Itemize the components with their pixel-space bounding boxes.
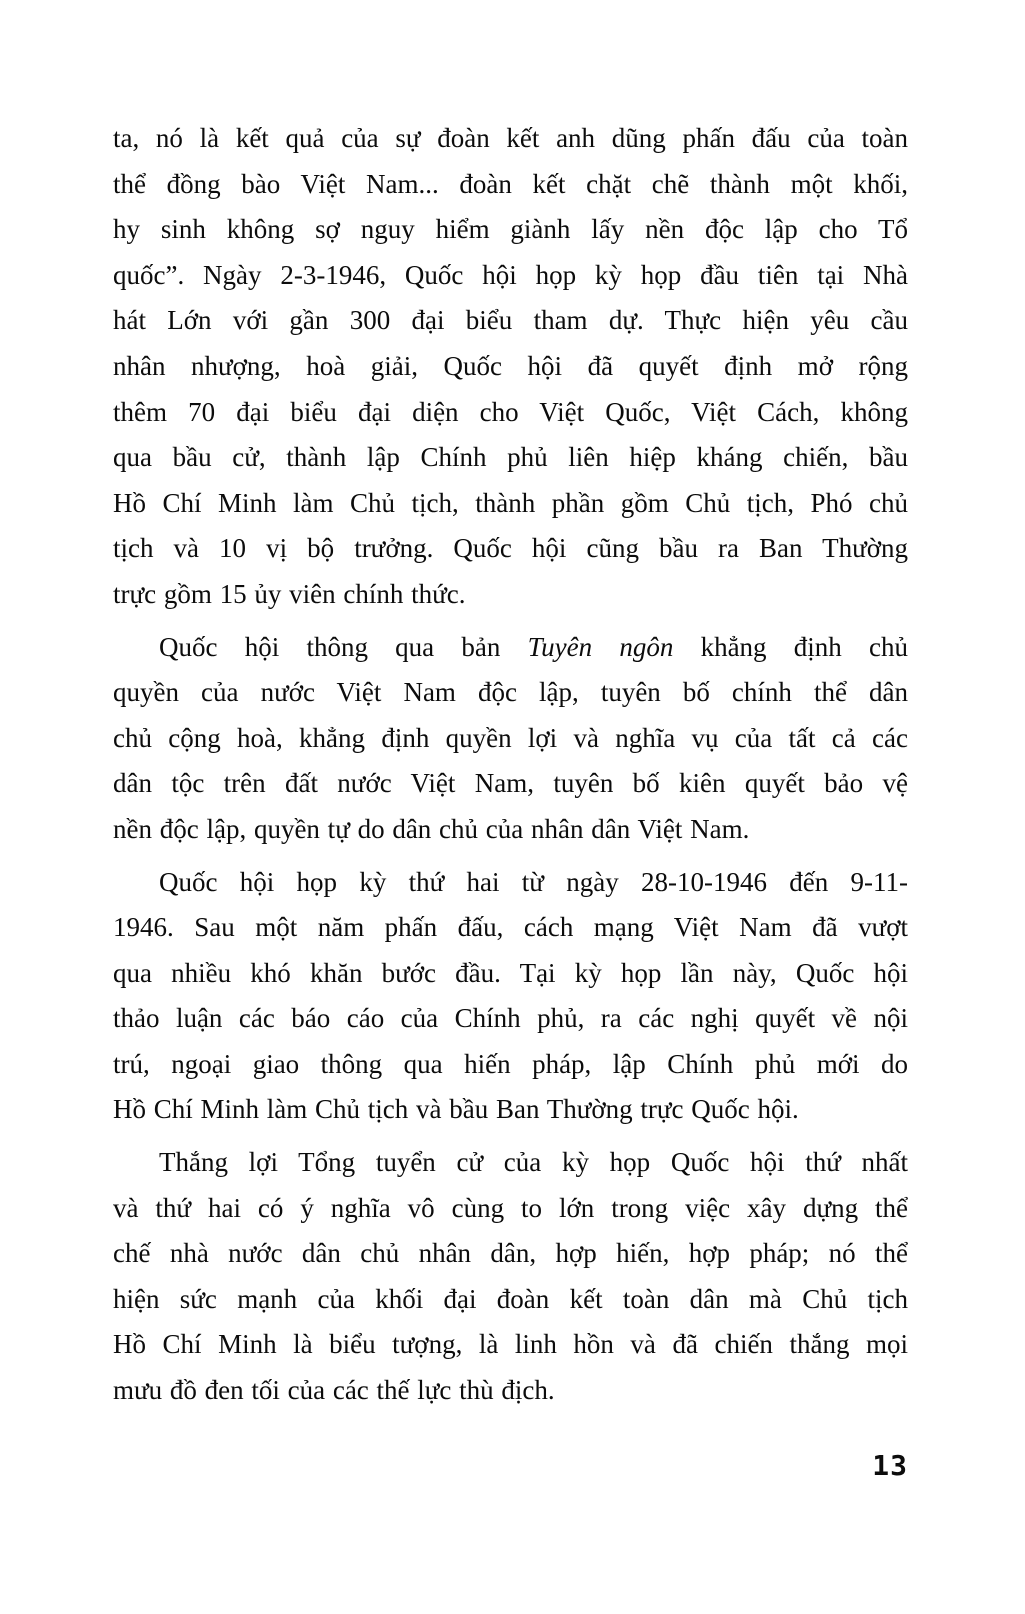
- text-line: Hồ Chí Minh làm Chủ tịch và bầu Ban Thường trực Quốc hội.: [113, 1094, 799, 1125]
- text-line: và thứ hai có ý nghĩa vô cùng to lớn trong việc xây dựng thể: [113, 1192, 908, 1223]
- text-line: nền độc lập, quyền tự do dân chủ của nhân dân Việt Nam.: [113, 813, 750, 844]
- text-line: ta, nó là kết quả của sự đoàn kết anh dũng phấn đấu của toàn: [113, 123, 908, 153]
- italic-book-title: Tuyên ngôn: [527, 631, 674, 662]
- text-line: trực gồm 15 ủy viên chính thức.: [113, 578, 466, 609]
- text-line: qua nhiều khó khăn bước đầu. Tại kỳ họp lần này, Quốc hội: [113, 957, 908, 988]
- text-line: [113, 625, 908, 671]
- text-line: Quốc hội họp kỳ thứ hai từ ngày 28-10-1946 đến 9-11-: [159, 866, 908, 897]
- paragraph: [113, 116, 908, 618]
- page-body-text: [113, 116, 908, 1414]
- text-line: 1946. Sau một năm phấn đấu, cách mạng Việt Nam đã vượt: [113, 912, 908, 943]
- text-line: Thắng lợi Tổng tuyển cử của kỳ họp Quốc hội thứ nhất: [159, 1147, 908, 1178]
- text-line: trú, ngoại giao thông qua hiến pháp, lập Chính phủ mới do: [113, 1048, 908, 1079]
- text-line: thêm 70 đại biểu đại diện cho Việt Quốc, Việt Cách, không: [113, 396, 908, 427]
- text-line: nhân nhượng, hoà giải, Quốc hội đã quyết định mở rộng: [113, 350, 908, 381]
- paragraph: [113, 625, 908, 853]
- text-line: mưu đồ đen tối của các thế lực thù địch.: [113, 1375, 555, 1406]
- text-line: Hồ Chí Minh là biểu tượng, là linh hồn và đã chiến thắng mọi: [113, 1329, 908, 1360]
- text-line: chế nhà nước dân chủ nhân dân, hợp hiến, hợp pháp; nó thể: [113, 1238, 908, 1269]
- text-segment: khẳng định chủ: [673, 631, 908, 662]
- paragraph: [113, 860, 908, 1134]
- text-line: hiện sức mạnh của khối đại đoàn kết toàn dân mà Chủ tịch: [113, 1283, 908, 1314]
- text-line: dân tộc trên đất nước Việt Nam, tuyên bố kiên quyết bảo vệ: [113, 768, 908, 799]
- text-line: hát Lớn với gần 300 đại biểu tham dự. Thực hiện yêu cầu: [113, 305, 908, 336]
- text-line: thể đồng bào Việt Nam... đoàn kết chặt chẽ thành một khối,: [113, 168, 908, 199]
- text-line: hy sinh không sợ nguy hiểm giành lấy nền độc lập cho Tổ: [113, 214, 908, 245]
- text-line: chủ cộng hoà, khẳng định quyền lợi và nghĩa vụ của tất cả các: [113, 722, 908, 753]
- text-line: quyền của nước Việt Nam độc lập, tuyên bố chính thể dân: [113, 677, 908, 708]
- text-line: thảo luận các báo cáo của Chính phủ, ra các nghị quyết về nội: [113, 1003, 908, 1034]
- text-segment: Quốc hội thông qua bản: [159, 631, 528, 662]
- text-line: qua bầu cử, thành lập Chính phủ liên hiệp kháng chiến, bầu: [113, 442, 908, 473]
- text-line: quốc”. Ngày 2-3-1946, Quốc hội họp kỳ họp đầu tiên tại Nhà: [113, 259, 908, 290]
- paragraph: [113, 1140, 908, 1414]
- text-line: tịch và 10 vị bộ trưởng. Quốc hội cũng bầu ra Ban Thường: [113, 533, 908, 564]
- page-number: 13: [872, 1449, 908, 1482]
- text-line: Hồ Chí Minh làm Chủ tịch, thành phần gồm Chủ tịch, Phó chủ: [113, 487, 908, 518]
